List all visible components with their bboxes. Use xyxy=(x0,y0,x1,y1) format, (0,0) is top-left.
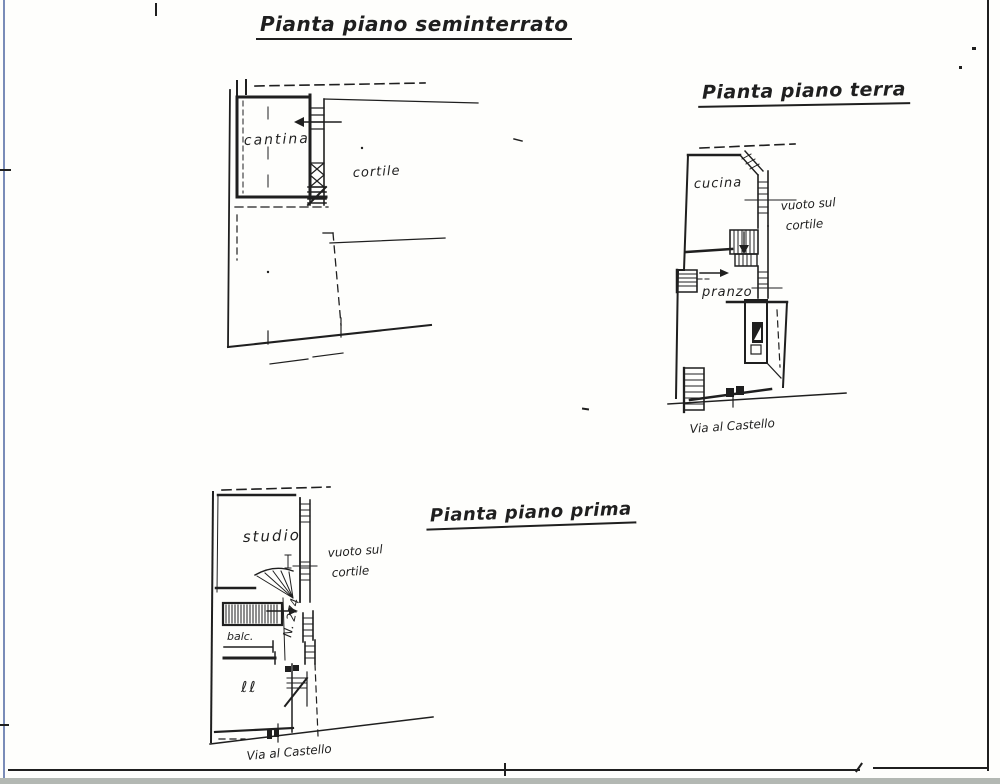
label-vuoto-sul: vuoto sul xyxy=(327,542,384,560)
plan-drawing-terra xyxy=(650,130,880,450)
scan-speck xyxy=(582,408,589,411)
street-label-via-al-castello: Via al Castello xyxy=(246,741,333,763)
room-label-cucina: cucina xyxy=(693,175,743,192)
title-pianta-terra: Pianta piano terra xyxy=(698,78,910,108)
scan-edge-band xyxy=(0,778,1000,784)
inner-staircase xyxy=(285,665,307,706)
staircase xyxy=(730,230,758,266)
room-label-cortile: cortile xyxy=(352,163,401,181)
property-dashed-line xyxy=(222,487,330,490)
label-civico-n274: N. 274 xyxy=(280,597,303,639)
entry-stairs-and-street-wall xyxy=(668,368,846,412)
room-label-studio: studio xyxy=(242,525,302,546)
window-hatch-strip xyxy=(745,171,796,298)
scan-speck xyxy=(972,47,976,50)
street-wall-and-steps xyxy=(210,717,433,744)
bottom-border-slash xyxy=(855,762,863,772)
label-balcone: balc. xyxy=(227,630,254,643)
left-margin-line xyxy=(3,0,5,784)
door-direction-arrow xyxy=(294,117,341,127)
plan-drawing-seminterrato xyxy=(200,75,590,390)
property-dashed-line xyxy=(700,144,795,148)
registration-tick-left-1 xyxy=(0,169,11,171)
property-dashed-lines xyxy=(235,83,425,325)
plan-drawing-primo xyxy=(205,480,445,770)
label-vuoto-cortile: cortile xyxy=(331,563,370,580)
room-label-ll: ℓℓ xyxy=(241,678,258,696)
bottom-border-line-2 xyxy=(873,767,989,769)
street-label-via-al-castello: Via al Castello xyxy=(689,416,776,436)
title-pianta-seminterrato: Pianta piano seminterrato xyxy=(256,12,572,40)
room-label-cantina: cantina xyxy=(243,130,311,149)
right-border-line xyxy=(987,0,989,771)
title-pianta-primo: Pianta piano prima xyxy=(426,498,637,530)
corridor-window-strip xyxy=(285,498,317,602)
scan-speck xyxy=(959,66,962,69)
fan-staircase xyxy=(255,568,293,598)
registration-tick-left-2 xyxy=(0,724,9,726)
label-vuoto-sul: vuoto sul xyxy=(780,195,837,213)
registration-tick-bottom xyxy=(504,763,506,776)
room-label-pranzo: pranzo xyxy=(702,285,753,300)
label-vuoto-cortile: cortile xyxy=(785,216,824,233)
fireplace-chimney xyxy=(745,300,781,378)
registration-tick-top xyxy=(155,3,157,16)
